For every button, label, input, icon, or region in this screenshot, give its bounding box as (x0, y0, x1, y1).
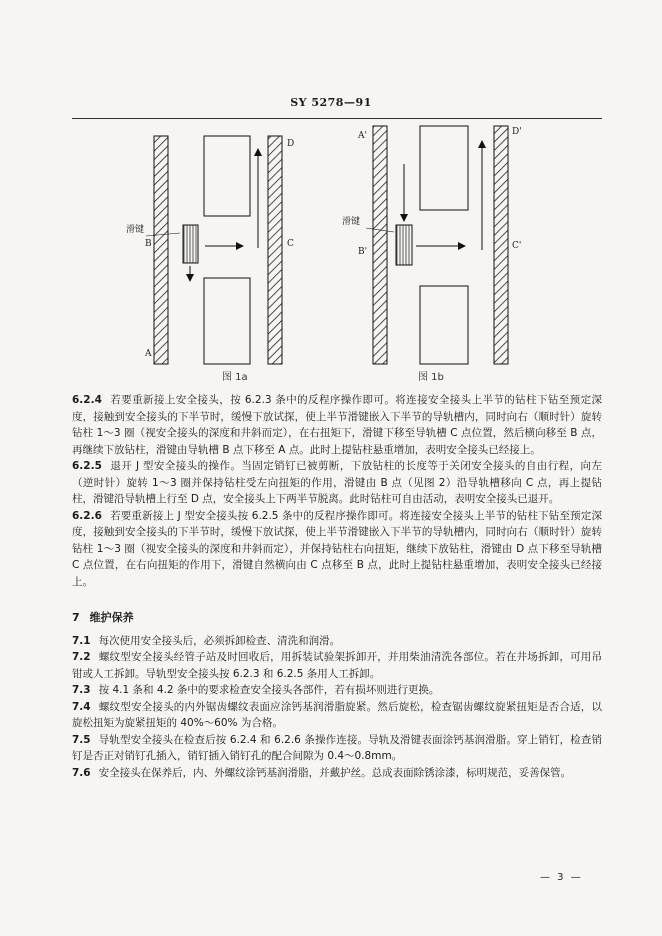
item-number: 7.3 (72, 684, 91, 696)
item-text: 安全接头在保养后，内、外螺纹涂钙基润滑脂，并戴护丝。总成表面除锈涂漆，标明规范，妥善保管。 (98, 766, 572, 779)
fig-a-caption: 图 1a (222, 372, 248, 383)
fig-a-label-a: A (145, 349, 152, 359)
fig-b-caption: 图 1b (418, 372, 444, 383)
fig-a-key-label: 滑键 (126, 225, 145, 235)
fig-b-lower-slot (420, 286, 468, 364)
paragraph-6-2-4 (72, 392, 602, 458)
fig-a-lower-slot (204, 278, 250, 364)
fig-b-label-b: B' (358, 247, 368, 257)
section-title: 维护保养 (89, 611, 134, 624)
item-text: 螺纹型安全接头的内外锯齿螺纹表面应涂钙基润滑脂旋紧。然后旋松，检查锯齿螺纹旋紧扭矩是否合适，以旋松扭矩为旋紧扭矩的 40%～60% 为合格。 (72, 700, 602, 729)
item-7-4 (72, 699, 602, 732)
fig-b-left-wall (373, 126, 387, 364)
fig-a-label-b: B (145, 239, 152, 249)
item-7-6 (72, 765, 602, 782)
fig-b-key-label: 滑键 (342, 217, 361, 227)
fig-a-sliding-key (183, 225, 198, 263)
fig-b-upper-slot (420, 126, 468, 210)
fig-b-label-c: C' (512, 241, 522, 251)
paragraph-number: 6.2.4 (72, 394, 102, 406)
page-number: — 3 — (540, 872, 583, 883)
paragraph-text: 退开 J 型安全接头的操作。当固定销钉已被剪断，下放钻柱的长度等于关闭安全接头的自由行程，向左（逆时针）旋转 1～3 圈并保持钻柱受左向扭矩的作用，滑键由 B 点（见图 2）沿导轨槽移向 C 点，再上提钻柱，滑键沿导轨槽上行至 D 点，安全接头上下两半节脱离。此时钻柱可自由活动，表明安全接头已退开。 (72, 460, 602, 505)
figure-1b (342, 126, 522, 383)
fig-b-right-wall (494, 126, 508, 364)
item-7-2 (72, 649, 602, 682)
figure-1a (126, 136, 294, 383)
item-text: 按 4.1 条和 4.2 条中的要求检查安全接头各部件，若有损坏则进行更换。 (98, 684, 440, 696)
item-number: 7.6 (72, 766, 91, 779)
fig-a-right-wall (268, 136, 282, 364)
fig-b-label-a: A' (358, 131, 367, 141)
paragraph-text: 若要重新接上安全接头，按 6.2.3 条中的反程序操作即可。将连接安全接头上半节的钻柱下钻至预定深度，接触到安全接头的下半节时，缓慢下放试探，使上半节滑键嵌入下半节的导轨槽内，同时向右（顺时针）旋转钻柱 1～3 圈（视安全接头的深度和井斜而定），在右扭矩下，滑键下移至导轨槽 C 点位置，然后横向移至 B 点，再继续下放钻柱，滑键由导轨槽 B 点下移至 A 点。此时上提钻柱悬重增加，表明安全接头已经接上。 (72, 394, 602, 456)
body-text (72, 392, 602, 781)
item-number: 7.2 (72, 651, 91, 663)
item-7-3 (72, 682, 602, 699)
fig-a-label-c: C (287, 239, 294, 249)
item-number: 7.4 (72, 700, 91, 713)
item-number: 7.1 (72, 634, 91, 647)
fig-b-label-d: D' (512, 127, 522, 137)
paragraph-6-2-6 (72, 508, 602, 591)
section-7-heading (72, 610, 602, 627)
item-text: 导轨型安全接头在检查后按 6.2.4 和 6.2.6 条操作连接。导轨及滑键表面涂钙基润滑脂。穿上销钉，检查销钉是否正对销钉孔插入，销钉插入销钉孔的配合间隙为 0.4～0.8mm。 (72, 733, 602, 762)
section-number: 7 (72, 611, 80, 624)
document-code-header: SY 5278—91 (290, 96, 372, 109)
fig-a-label-d: D (287, 139, 295, 149)
fig-a-upper-slot (204, 136, 250, 216)
paragraph-text: 若要重新接上 J 型安全接头按 6.2.5 条中的反程序操作即可。将连接安全接头上半节的钻柱下钻至预定深度，接触到安全接头的下半节时，缓慢下放试探，使上半节滑键嵌入下半节的导轨槽内，同时向右（顺时针）旋转钻柱 1～3 圈（视安全接头的深度和井斜而定），并保持钻柱右向扭矩，继续下放钻柱，滑键由 D 点下移至导轨槽 C 点位置，在右向扭矩的作用下，滑键自然横向由 C 点移至 B 点，此时上提钻柱悬重增加，表明安全接头已经接上。 (72, 509, 602, 588)
item-number: 7.5 (72, 733, 91, 746)
figure-1-diagrams (0, 118, 662, 388)
item-7-5 (72, 732, 602, 765)
paragraph-number: 6.2.6 (72, 509, 102, 522)
paragraph-number: 6.2.5 (72, 460, 102, 472)
item-text: 螺纹型安全接头经管子站及时回收后，用拆装试验架拆卸开，并用柴油清洗各部位。若在井场拆卸，可用吊钳或人工拆卸。导轨型安全接头按 6.2.3 和 6.2.5 条用人工拆卸。 (72, 651, 602, 680)
item-7-1 (72, 633, 602, 650)
item-text: 每次使用安全接头后，必须拆卸检查、清洗和润滑。 (98, 634, 341, 647)
paragraph-6-2-5 (72, 458, 602, 508)
fig-b-sliding-key (396, 225, 412, 265)
fig-a-left-wall (154, 136, 168, 364)
